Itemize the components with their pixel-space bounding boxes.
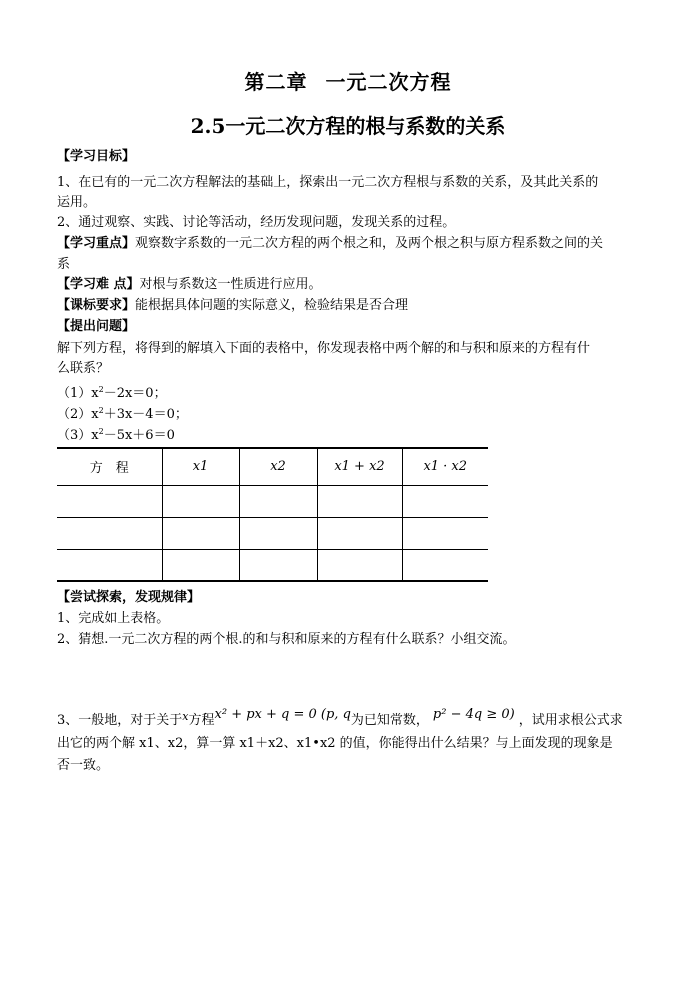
objective-1-line2: 运用。 [57, 195, 97, 210]
section-title: 2.5一元二次方程的根与系数的关系 [190, 114, 506, 138]
explore-item-2: 2、猜想.一元二次方程的两个根.的和与积和原来的方程有什么联系？小组交流。 [57, 632, 516, 647]
key-point-line2: 系 [57, 257, 71, 272]
header-product: x1 · x2 [402, 448, 488, 485]
objective-2: 2、通过观察、实践、讨论等活动，经历发现问题，发现关系的过程。 [57, 215, 456, 230]
header-equation: 方 程 [57, 448, 162, 485]
header-x1: x1 [162, 448, 239, 485]
chapter-number: 第二章 [244, 70, 308, 94]
objective-1-line1: 1、在已有的一元二次方程解法的基础上，探索出一元二次方程根与系数的关系，及其此关系的 [57, 175, 599, 190]
table-row [57, 549, 488, 581]
explore-item-3-line3: 否一致。 [57, 758, 110, 773]
equation-3: $(3)x^2-5x+6=0$ [57, 427, 175, 443]
key-point-heading: 【学习重点】 [57, 236, 136, 251]
solution-table [57, 447, 488, 582]
standard-heading: 【课标要求】 [57, 298, 136, 313]
difficulty [57, 275, 322, 295]
variable-x: x [182, 710, 189, 723]
table-row [57, 517, 488, 549]
key-point-text: 观察数字系数的一元二次方程的两个根之和，及两个根之积与原方程系数之间的关 [135, 236, 604, 251]
question-heading: 【提出问题】 [57, 319, 136, 334]
table-header-row [57, 448, 488, 485]
equation-1: $(1)x^2-2x=0$； [57, 385, 167, 401]
general-equation: x² + px + q = 0 (p, q [214, 707, 351, 722]
standard [57, 296, 408, 316]
explore-item-3-line1: 3、一般地，对于关于$^x$方程x² + px + q = 0 (p, q为已知常数， p² − 4q ≥ 0) ，试用求根公式求 [57, 707, 623, 728]
table-row [57, 485, 488, 517]
equation-2: $(2)x^2+3x-4=0$； [57, 406, 188, 422]
explore-heading: 【尝试探索，发现规律】 [57, 590, 201, 605]
header-sum: x1 + x2 [317, 448, 402, 485]
explore-item-3-line2: 出它的两个解 x1、x2，算一算 x1＋x2、x1•x2 的值，你能得出什么结果？与上面发现的现象是 [57, 736, 613, 751]
question-line1: 解下列方程，将得到的解填入下面的表格中，你发现表格中两个解的和与积和原来的方程有什 [57, 341, 591, 356]
question-line2: 么联系？ [57, 361, 110, 376]
standard-text: 能根据具体问题的实际意义，检验结果是否合理 [135, 298, 409, 313]
difficulty-heading: 【学习难 点】 [57, 277, 140, 292]
chapter-title [0, 66, 696, 95]
objectives-heading: 【学习目标】 [57, 149, 136, 164]
difficulty-text: 对根与系数这一性质进行应用。 [139, 277, 322, 292]
chapter-name: 一元二次方程 [325, 70, 452, 94]
header-x2: x2 [239, 448, 317, 485]
explore-item-1: 1、完成如上表格。 [57, 611, 170, 626]
key-point [57, 234, 603, 254]
discriminant-condition: p² − 4q ≥ 0) [432, 707, 515, 722]
